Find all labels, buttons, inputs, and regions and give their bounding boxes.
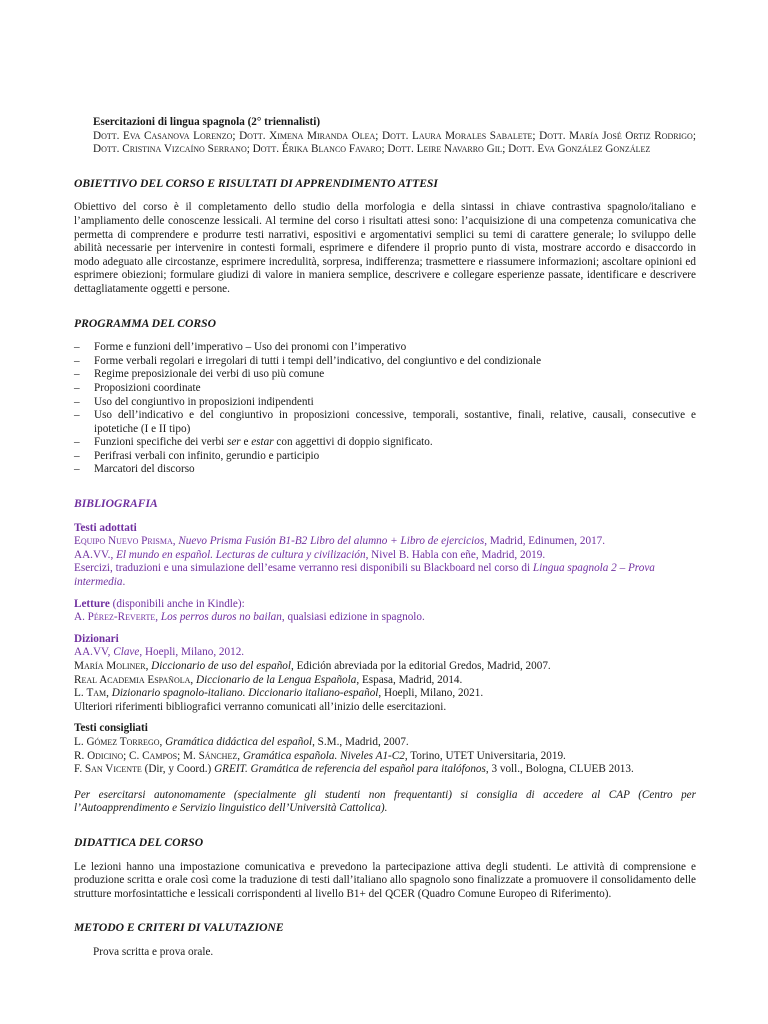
ser-estar-pre: Funzioni specifiche dei verbi [94, 436, 227, 449]
bib-entry [74, 750, 696, 764]
programma-item: – Marcatori del discorso [74, 463, 696, 477]
letture-heading [74, 598, 696, 612]
teacher-entry [232, 130, 375, 142]
bib-author: Real Academia Española [74, 673, 191, 686]
teacher-name: Eva Casanova Lorenzo [123, 129, 233, 142]
ser-estar-mid: e [240, 436, 252, 449]
bib-author: María Moliner [74, 660, 146, 672]
bib-author: AA.VV, [74, 646, 114, 659]
teacher-name: Érika Blanco Favaro [281, 143, 382, 156]
heading-obiettivo: OBIETTIVO DEL CORSO E RISULTATI DI APPRENDIMENTO ATTESI [74, 176, 438, 190]
bib-title: Clave [113, 646, 140, 659]
bib-author: AA.VV., [74, 548, 117, 561]
ser-word: ser [226, 436, 241, 449]
teachers-list [93, 130, 696, 157]
bib-rest: , Edición abreviada por la editorial Gredos, Madrid, 2007. [291, 660, 551, 672]
bib-entry [74, 611, 696, 625]
obiettivo-text: Obiettivo del corso è il completamento dello studio della morfologia e della sintassi in chiave contrastiva spagnolo/italiano e l’ampliamento delle conoscenze lessicali. Al termine del corso i risultati attesi sono: l’acquisizione di una competenza comunicativa che permetta di comprendere e produrre testi narrativi, espositivi e argomentativi semplici su temi di carattere generale; lo sviluppo delle abilità necessarie per intervenire in contesti formali, esprimere e difendere il proprio punto di vista, mostrare accordo e disaccordo in modo adeguato alle circostanze, esprimere incredulità, sorpresa, indifferenza; trasmettere e riassumere informazioni; ascoltare opinioni ed esprimere obiezioni; formulare giudizi di valore in maniera semplice, descrivere e collegare esperienze passate, identificare e descrivere dettagliatamente oggetti e persone. [74, 201, 696, 295]
dizionari-note: Ulteriori riferimenti bibliografici verranno comunicati all’inizio delle esercitazioni. [74, 700, 447, 713]
bib-author-pre: L. [74, 735, 87, 748]
bib-title: Nuevo Prisma Fusión B1-B2 Libro del alumno + Libro de ejercicios [178, 535, 485, 548]
bib-sep: , [159, 735, 166, 748]
bib-rest: , Torino, UTET Universitaria, 2019. [404, 749, 566, 762]
programma-item: – Uso del congiuntivo in proposizioni indipendenti [74, 396, 696, 410]
teacher-prefix: ; Dott. [532, 129, 570, 142]
programma-item: – Forme e funzioni dell’imperativo – Uso dei pronomi con l’imperativo [74, 341, 696, 355]
bib-title: Diccionario de la Lengua Española [196, 673, 357, 686]
teacher-prefix: ; Dott. [93, 129, 696, 156]
programma-item: – Proposizioni coordinate [74, 382, 696, 396]
bib-rest: . [122, 576, 126, 589]
letture-label: Letture [74, 597, 110, 610]
metodo-text: Prova scritta e prova orale. [93, 945, 214, 958]
bib-author: A. Pérez-Reverte [74, 611, 156, 624]
programma-item: – Perifrasi verbali con infinito, gerundio e participio [74, 450, 696, 464]
letture-block [74, 598, 696, 625]
bib-title: El mundo en español. Lecturas de cultura y civilización [116, 548, 366, 561]
bib-entry [74, 535, 696, 549]
teacher-name: Leire Navarro Gil [416, 143, 503, 156]
cap-note: Per esercitarsi autonomamente (specialmente gli studenti non frequentanti) si consiglia di accedere al CAP (Centro per l’Autoapprendimento e Servizio linguistico dell’Università Cattolica). [74, 788, 696, 815]
programma-item: – Regime preposizionale dei verbi di uso più comune [74, 368, 696, 382]
teacher-prefix: ; Dott. [502, 143, 538, 156]
bib-entry [74, 660, 696, 674]
teacher-prefix: Dott. [93, 129, 124, 142]
bib-sep: , [155, 611, 161, 624]
heading-metodo: METODO E CRITERI DI VALUTAZIONE [74, 921, 284, 935]
bib-entry [74, 646, 696, 660]
bib-rest: , Hoepli, Milano, 2012. [139, 646, 245, 659]
bib-sep: , [237, 749, 243, 762]
bib-title: Gramática didáctica del español [165, 735, 313, 748]
heading-programma: PROGRAMMA DEL CORSO [74, 316, 216, 330]
bib-title: Los perros duros no bailan [160, 611, 282, 624]
bib-rest: , Hoepli, Milano, 2021. [378, 687, 484, 700]
bib-entry [74, 549, 696, 563]
bib-author: Gómez Torrego [86, 735, 160, 748]
testi-consigliati-label: Testi consigliati [74, 722, 148, 735]
teacher-name: Laura Morales Sabalete [412, 129, 533, 142]
document-page [74, 116, 696, 960]
bib-author: Equipo Nuevo Prisma [74, 535, 173, 548]
teacher-name: Ximena Miranda Olea [269, 129, 376, 142]
teacher-name: María José Ortiz Rodrigo [569, 129, 693, 142]
bib-author: Tam [86, 687, 107, 700]
programma-list [74, 341, 696, 477]
bib-rest: , Nivel B. Habla con eñe, Madrid, 2019. [365, 548, 546, 561]
bib-entry [74, 763, 696, 777]
bib-rest: , S.M., Madrid, 2007. [312, 735, 409, 748]
bib-entry [74, 687, 696, 701]
bib-rest: , 3 voll., Bologna, CLUEB 2013. [485, 763, 634, 776]
bib-title: Lingua spagnola 2 – Prova intermedia [74, 562, 655, 589]
programma-item: – Forme verbali regolari e irregolari di tutti i tempi dell’indicativo, del congiuntivo e del condizionale [74, 355, 696, 369]
teacher-prefix: ; Dott. [381, 143, 417, 156]
bib-author: San Vicente [84, 763, 142, 776]
heading-bibliografia: BIBLIOGRAFIA [74, 497, 158, 511]
bib-sep: , [106, 687, 112, 700]
ser-estar-post: con aggettivi di doppio significato. [273, 436, 433, 449]
bib-entry [74, 674, 696, 688]
dizionari-label: Dizionari [74, 632, 119, 645]
bib-title: GREIT. Gramática de referencia del español para italófonos [214, 763, 486, 776]
course-header [74, 116, 696, 157]
teacher-name: Cristina Vizcaíno Serrano [122, 143, 247, 156]
bib-sep: , [172, 535, 179, 548]
bib-sep: , [145, 660, 152, 672]
estar-word: estar [251, 436, 274, 449]
bib-entry [74, 562, 696, 589]
bib-rest: , Madrid, Edinumen, 2017. [484, 535, 606, 548]
bib-text: Esercizi, traduzioni e una simulazione dell’esame verranno resi disponibili su Blackboard nel corso di [74, 562, 533, 575]
testi-adottati-label: Testi adottati [74, 521, 137, 534]
bib-author: Odicino; C. Campos; M. Sánchez [87, 749, 238, 762]
heading-didattica: DIDATTICA DEL CORSO [74, 835, 204, 849]
bib-title: Dizionario spagnolo-italiano. Diccionario italiano-español [111, 687, 379, 700]
bib-title: Diccionario de uso del español [151, 660, 291, 672]
bib-author-pre: L. [74, 687, 87, 700]
course-title: Esercitazioni di lingua spagnola (2° triennalisti) [93, 116, 321, 128]
consigliati-block [74, 722, 696, 776]
teacher-entry [93, 130, 232, 142]
programma-item-ser-estar [74, 436, 696, 450]
letture-label-rest: (disponibili anche in Kindle): [109, 597, 245, 610]
bib-title: Gramática española. Niveles A1-C2 [242, 749, 405, 762]
dizionari-block [74, 633, 696, 715]
teacher-entry [532, 130, 692, 142]
teacher-prefix: ; Dott. [375, 129, 413, 142]
didattica-text: Le lezioni hanno una impostazione comunicativa e prevedono la partecipazione attiva degli studenti. Le attività di comprensione e produzione scritta e orale così come la traduzione di testi dall’italiano allo spagnolo sono finalizzate a promuovere il consolidamento delle strutture morfosintattiche e lessicali corrispondenti al livello B1+ del QCER (Quadro Comune Europeo di Riferimento). [74, 860, 696, 900]
teacher-prefix: ; Dott. [232, 129, 270, 142]
teacher-entry [502, 143, 650, 155]
programma-item: – Uso dell’indicativo e del congiuntivo in proposizioni concessive, temporali, sostantive, finali, relative, causali, consecutive e ipotetiche (I e II tipo) [74, 409, 696, 436]
teacher-prefix: ; Dott. [246, 143, 282, 156]
bib-rest: , qualsiasi edizione in spagnolo. [281, 611, 425, 624]
bib-entry [74, 736, 696, 750]
teacher-entry [247, 143, 382, 155]
bib-sep: , [190, 673, 196, 686]
bib-author-pre: F. [74, 763, 85, 776]
bib-rest: , Espasa, Madrid, 2014. [356, 673, 463, 686]
bib-mid: (Dir, y Coord.) [141, 763, 215, 776]
teacher-entry [375, 130, 532, 142]
teacher-entry [381, 143, 502, 155]
bib-author-pre: R. [74, 749, 88, 762]
teacher-name: Eva González González [537, 143, 651, 156]
